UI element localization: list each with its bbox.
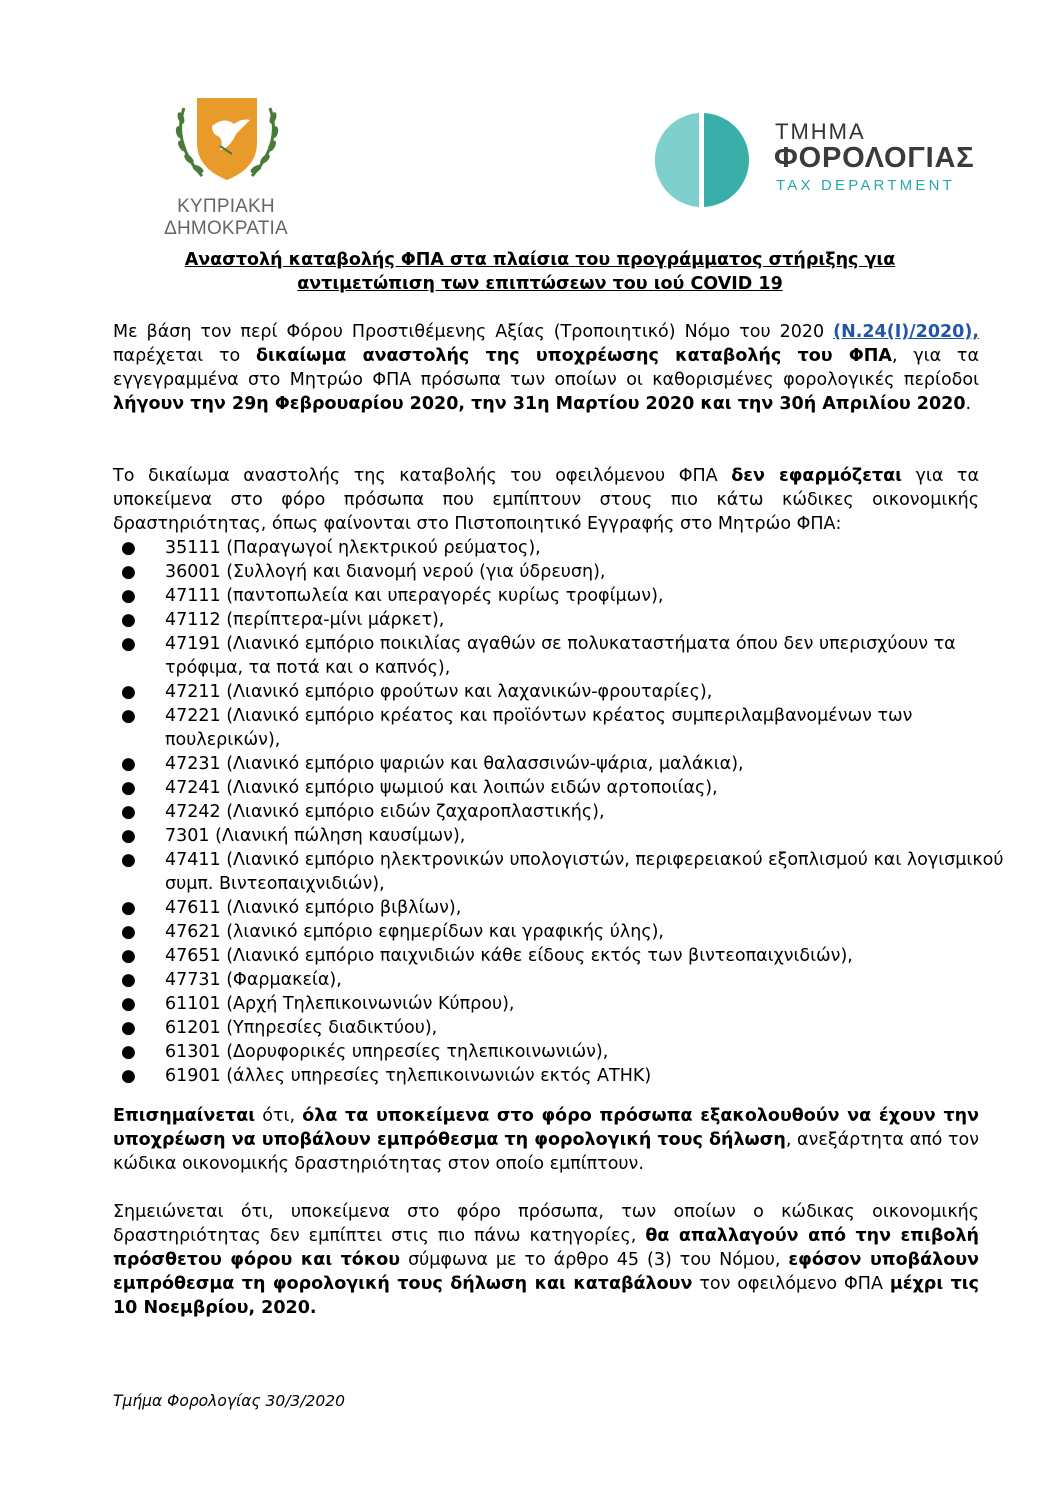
p2-text-1: Το δικαίωμα αναστολής της καταβολής του οφειλόμενου ΦΠΑ	[113, 466, 732, 486]
tax-department-logo	[652, 90, 982, 230]
bullet-icon: ●	[121, 538, 136, 558]
bullet-icon: ●	[121, 634, 136, 654]
p2-text-2: για τα υποκείμενα στο φόρο πρόσωπα που εμπίπτουν στους πιο κάτω κώδικες οικονομικής δραστηριότητας, όπως φαίνονται στο Πιστοποιητικό Εγγραφής στο Μητρώο ΦΠΑ:	[113, 466, 980, 534]
p1-text-3: , για τα εγγεγραμμένα στο Μητρώο ΦΠΑ πρόσωπα των οποίων οι καθορισμένες φορολογικές περίοδοι	[113, 346, 979, 390]
p1-text-1: Με βάση τον περί Φόρου Προστιθέμενης Αξίας (Τροποιητικό) Νόμο του 2020	[113, 322, 834, 342]
list-item	[121, 632, 1031, 680]
paragraph-exemption	[113, 1200, 979, 1320]
list-item	[121, 920, 1031, 944]
bullet-icon: ●	[121, 562, 136, 582]
list-item-text: 36001 (Συλλογή και διανομή νερού (για ύδρευση),	[165, 562, 606, 582]
bullet-icon: ●	[121, 946, 136, 966]
document-title	[100, 248, 980, 296]
list-item-text: 61901 (άλλες υπηρεσίες τηλεπικοινωνιών εκτός ΑΤΗΚ)	[165, 1066, 652, 1086]
bullet-icon: ●	[121, 1018, 136, 1038]
cyprus-republic-logo	[122, 88, 330, 239]
list-item-text: 61201 (Υπηρεσίες διαδικτύου),	[165, 1018, 438, 1038]
list-item	[121, 584, 1031, 608]
footer-signature: Τμήμα Φορολογίας 30/3/2020	[113, 1392, 345, 1410]
list-item	[121, 824, 1031, 848]
tax-dept-line2: ΦΟΡΟΛΟΓΙΑΣ	[774, 142, 975, 174]
republic-name: ΚΥΠΡΙΑΚΗ ΔΗΜΟΚΡΑΤΙΑ	[164, 196, 288, 239]
bullet-icon: ●	[121, 802, 136, 822]
tax-dept-line1: ΤΜΗΜΑ	[775, 119, 866, 144]
list-item	[121, 680, 1031, 704]
bullet-icon: ●	[121, 850, 136, 870]
tax-dept-line3: TAX DEPARTMENT	[776, 177, 955, 194]
bullet-icon: ●	[121, 1042, 136, 1062]
list-item	[121, 800, 1031, 824]
title-line2: αντιμετώπιση των επιπτώσεων του ιού COVID 19	[297, 274, 783, 294]
paragraph-exceptions	[113, 464, 979, 536]
bullet-icon: ●	[121, 754, 136, 774]
list-item	[121, 1040, 1031, 1064]
bullet-icon: ●	[121, 1066, 136, 1086]
activity-codes-list	[113, 536, 1031, 1088]
p1-bold-1: δικαίωμα αναστολής της υποχρέωσης καταβολής του ΦΠΑ	[256, 346, 892, 366]
bullet-icon: ●	[121, 682, 136, 702]
list-item	[121, 896, 1031, 920]
list-item-text: 61301 (Δορυφορικές υπηρεσίες τηλεπικοινωνιών),	[165, 1042, 609, 1062]
bullet-icon: ●	[121, 610, 136, 630]
list-item	[121, 1016, 1031, 1040]
list-item-text: 47411 (Λιανικό εμπόριο ηλεκτρονικών υπολογιστών, περιφερειακού εξοπλισμού και λογισμικού συμπ. Βιντεοπαιχνιδιών),	[165, 850, 1004, 894]
p1-text-2: παρέχεται το	[113, 346, 257, 366]
title-line1: Αναστολή καταβολής ΦΠΑ στα πλαίσια του προγράμματος στήριξης για	[184, 250, 896, 270]
p3-text-2: , ανεξάρτητα από τον κώδικα οικονομικής δραστηριότητας στον οποίο εμπίπτουν.	[113, 1130, 979, 1174]
list-item-text: 7301 (Λιανική πώληση καυσίμων),	[165, 826, 466, 846]
list-item-text: 47611 (Λιανικό εμπόριο βιβλίων),	[165, 898, 462, 918]
paragraph-law-reference	[113, 320, 979, 416]
list-item	[121, 968, 1031, 992]
list-item	[121, 560, 1031, 584]
bullet-icon: ●	[121, 706, 136, 726]
paragraph-obligation	[113, 1104, 979, 1176]
cyprus-crest-icon	[172, 88, 282, 188]
p4-text-3: τον οφειλόμενο ΦΠΑ	[692, 1274, 890, 1294]
list-item-text: 47231 (Λιανικό εμπόριο ψαριών και θαλασσινών-ψάρια, μαλάκια),	[165, 754, 744, 774]
p4-bold-2: εφόσον υποβάλουν εμπρόθεσμα τη φορολογική τους δήλωση και καταβάλουν	[113, 1250, 980, 1294]
list-item	[121, 536, 1031, 560]
bullet-icon: ●	[121, 826, 136, 846]
list-item	[121, 752, 1031, 776]
list-item	[121, 776, 1031, 800]
list-item	[121, 848, 1031, 896]
list-item-text: 47621 (λιανικό εμπόριο εφημερίδων και γραφικής ύλης),	[165, 922, 664, 942]
list-item-text: 47191 (Λιανικό εμπόριο ποικιλίας αγαθών σε πολυκαταστήματα όπου δεν υπερισχύουν τα τρόφιμα, τα ποτά και ο καπνός),	[165, 634, 956, 678]
p4-text-2: σύμφωνα με το άρθρο 45 (3) του Νόμου,	[400, 1250, 789, 1270]
bullet-icon: ●	[121, 778, 136, 798]
p4-bold-3: μέχρι τις 10 Νοεμβρίου, 2020.	[113, 1274, 979, 1318]
p3-bold-2: όλα τα υποκείμενα στο φόρο πρόσωπα εξακολουθούν να έχουν την υποχρέωση να υποβάλουν εμπρόθεσμα τη φορολογική τους δήλωση	[113, 1106, 979, 1150]
list-item-text: 47112 (περίπτερα-μίνι μάρκετ),	[165, 610, 445, 630]
p1-text-4: .	[965, 394, 972, 414]
bullet-icon: ●	[121, 970, 136, 990]
bullet-icon: ●	[121, 898, 136, 918]
list-item	[121, 1064, 1031, 1088]
law-link[interactable]: (Ν.24(Ι)/2020),	[833, 322, 979, 342]
p2-bold-1: δεν εφαρμόζεται	[731, 466, 902, 486]
list-item	[121, 992, 1031, 1016]
list-item-text: 47211 (Λιανικό εμπόριο φρούτων και λαχανικών-φρουταρίες),	[165, 682, 713, 702]
p3-text-1: ότι,	[255, 1106, 303, 1126]
tax-department-mark-icon	[652, 110, 752, 210]
bullet-icon: ●	[121, 994, 136, 1014]
list-item-text: 47241 (Λιανικό εμπόριο ψωμιού και λοιπών ειδών αρτοποιίας),	[165, 778, 718, 798]
p4-text-1: Σημειώνεται ότι, υποκείμενα στο φόρο πρόσωπα, των οποίων ο κώδικας οικονομικής δραστηριότητας δεν εμπίπτει στις πιο πάνω κατηγορίες,	[113, 1202, 979, 1246]
list-item-text: 35111 (Παραγωγοί ηλεκτρικού ρεύματος),	[165, 538, 541, 558]
list-item-text: 47242 (Λιανικό εμπόριο ειδών ζαχαροπλαστικής),	[165, 802, 605, 822]
bullet-icon: ●	[121, 586, 136, 606]
p1-bold-2: λήγουν την 29η Φεβρουαρίου 2020, την 31η Μαρτίου 2020 και την 30ή Απριλίου 2020	[113, 394, 966, 414]
list-item-text: 47111 (παντοπωλεία και υπεραγορές κυρίως τροφίμων),	[165, 586, 664, 606]
list-item-text: 61101 (Αρχή Τηλεπικοινωνιών Κύπρου),	[165, 994, 515, 1014]
p4-bold-1: θα απαλλαγούν από την επιβολή πρόσθετου φόρου και τόκου	[113, 1226, 979, 1270]
list-item-text: 47221 (Λιανικό εμπόριο κρέατος και προϊόντων κρέατος συμπεριλαμβανομένων των πουλερικών),	[165, 706, 913, 750]
list-item	[121, 704, 1031, 752]
list-item	[121, 944, 1031, 968]
list-item-text: 47731 (Φαρμακεία),	[165, 970, 342, 990]
list-item-text: 47651 (Λιανικό εμπόριο παιχνιδιών κάθε είδους εκτός των βιντεοπαιχνιδιών),	[165, 946, 853, 966]
list-item	[121, 608, 1031, 632]
p3-bold-1: Επισημαίνεται	[113, 1106, 256, 1126]
bullet-icon: ●	[121, 922, 136, 942]
